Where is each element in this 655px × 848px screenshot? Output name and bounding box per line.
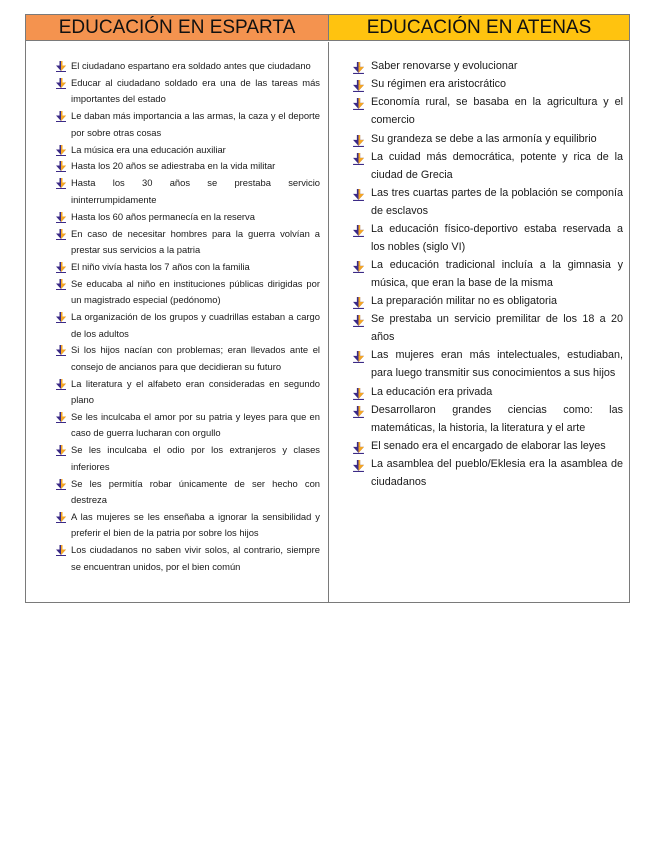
- list-item: [353, 293, 623, 311]
- down-arrow-icon: [353, 460, 364, 472]
- list-item-text: La asamblea del pueblo/Eklesia era la asamblea de ciudadanos: [371, 458, 623, 488]
- list-item-text: Los ciudadanos no saben vivir solos, al contrario, siempre se encuentran unidos, por el bien común: [71, 544, 320, 572]
- down-arrow-icon: [56, 262, 66, 273]
- list-item: [56, 309, 320, 342]
- list-item: [56, 259, 320, 275]
- list-item-text: A las mujeres se les enseñaba a ignorar la sensibilidad y preferir el bien de la patria por sobre los hijos: [71, 510, 320, 539]
- list-item: [56, 409, 320, 442]
- down-arrow-icon: [56, 212, 66, 223]
- down-arrow-icon: [56, 479, 66, 490]
- list-item: [56, 376, 320, 409]
- list-item: [56, 276, 320, 309]
- list-item-text: Su grandeza se debe a las armonía y equilibrio: [371, 132, 597, 145]
- list-item: [56, 142, 320, 158]
- list-item-text: Las tres cuartas partes de la población se componía de esclavos: [371, 186, 623, 217]
- list-item: [353, 311, 623, 347]
- down-arrow-icon: [56, 445, 66, 456]
- list-item-text: Economía rural, se basaba en la agricultura y el comercio: [371, 96, 623, 127]
- list-item-text: Su régimen era aristocrático: [371, 78, 507, 91]
- list-item-text: La música era una educación auxiliar: [71, 143, 226, 155]
- list-item-text: La preparación militar no es obligatoria: [371, 295, 558, 308]
- down-arrow-icon: [353, 189, 364, 201]
- list-item: [353, 347, 623, 383]
- list-item-text: El senado era el encargado de elaborar las leyes: [371, 439, 606, 452]
- list-item-text: Se prestaba un servicio premilitar de los 18 a 20 años: [371, 313, 623, 344]
- down-arrow-icon: [353, 388, 364, 400]
- down-arrow-icon: [353, 135, 364, 147]
- down-arrow-icon: [353, 98, 364, 110]
- list-item-text: La educación físico-deportivo estaba reservada a los nobles (siglo VI): [371, 222, 623, 253]
- list-item: [353, 149, 623, 185]
- down-arrow-icon: [353, 261, 364, 273]
- comparison-table: [25, 14, 630, 603]
- down-arrow-icon: [353, 406, 364, 418]
- list-item: [353, 221, 623, 257]
- down-arrow-icon: [353, 297, 364, 309]
- list-item: [353, 257, 623, 293]
- list-item: [353, 131, 623, 149]
- list-item: [56, 476, 320, 509]
- list-item-text: Las mujeres eran más intelectuales, estudiaban, para luego transmitir sus conocimientos a sus hijos: [371, 349, 623, 380]
- down-arrow-icon: [353, 442, 364, 454]
- list-item-text: El ciudadano espartano era soldado antes que ciudadano: [71, 60, 311, 71]
- down-arrow-icon: [56, 279, 66, 290]
- down-arrow-icon: [56, 78, 66, 89]
- down-arrow-icon: [353, 225, 364, 237]
- list-item: [353, 456, 623, 492]
- list-item: [353, 438, 623, 456]
- atenas-header: EDUCACIÓN EN ATENAS: [328, 15, 629, 41]
- esparta-header: EDUCACIÓN EN ESPARTA: [26, 15, 328, 41]
- list-item-text: Hasta los 60 años permanecía en la reserva: [71, 210, 255, 222]
- list-item-text: La literatura y el alfabeto eran consideradas en segundo plano: [71, 377, 320, 406]
- list-item: [56, 175, 320, 208]
- list-item: [56, 509, 320, 542]
- down-arrow-icon: [353, 351, 364, 363]
- list-item-text: Se les inculcaba el amor por su patria y leyes para que en caso de guerra lucharan con orgullo: [71, 411, 320, 439]
- list-item-text: Le daban más importancia a las armas, la caza y el deporte por sobre otras cosas: [71, 110, 320, 138]
- list-item-text: Desarrollaron grandes ciencias como: las matemáticas, la historia, la literatura y el arte: [371, 403, 623, 434]
- esparta-list: [56, 58, 320, 575]
- down-arrow-icon: [56, 229, 66, 240]
- list-item: [353, 185, 623, 221]
- list-item: [56, 209, 320, 225]
- list-item-text: La organización de los grupos y cuadrillas estaban a cargo de los adultos: [71, 311, 320, 339]
- list-item: [353, 94, 623, 130]
- esparta-column: [26, 42, 328, 602]
- list-item-text: Hasta los 20 años se adiestraba en la vida militar: [71, 160, 276, 172]
- list-item-text: Educar al ciudadano soldado era una de las tareas más importantes del estado: [71, 76, 320, 105]
- list-item-text: Se les permitía robar únicamente de ser hecho con destreza: [71, 477, 320, 506]
- list-item: [56, 442, 320, 475]
- list-item-text: Se les inculcaba el odio por los extranjeros y clases inferiores: [71, 444, 320, 472]
- list-item-text: Si los hijos nacían con problemas; eran llevados ante el consejo de ancianos para que decidieran su futuro: [71, 344, 320, 372]
- list-item: [353, 384, 623, 402]
- list-item-text: Hasta los 30 años se prestaba servicio ininterrumpidamente: [71, 177, 320, 205]
- list-item-text: La educación era privada: [371, 385, 493, 398]
- down-arrow-icon: [56, 161, 66, 172]
- list-item: [353, 76, 623, 94]
- atenas-column: [328, 42, 629, 602]
- list-item-text: La cuidad más democrática, potente y rica de la ciudad de Grecia: [371, 150, 623, 181]
- down-arrow-icon: [56, 61, 66, 72]
- list-item: [353, 58, 623, 76]
- list-item: [56, 226, 320, 259]
- down-arrow-icon: [353, 153, 364, 165]
- list-item-text: El niño vivía hasta los 7 años con la familia: [71, 260, 250, 272]
- down-arrow-icon: [353, 62, 364, 74]
- down-arrow-icon: [353, 80, 364, 92]
- down-arrow-icon: [56, 312, 66, 323]
- list-item: [353, 402, 623, 438]
- list-item-text: Se educaba al niño en instituciones públicas dirigidas por un magistrado especial (pedónomo): [71, 277, 320, 306]
- list-item: [56, 75, 320, 108]
- down-arrow-icon: [56, 345, 66, 356]
- down-arrow-icon: [56, 178, 66, 189]
- down-arrow-icon: [56, 379, 66, 390]
- down-arrow-icon: [56, 412, 66, 423]
- list-item-text: En caso de necesitar hombres para la guerra volvían a prestar sus servicios a la patria: [71, 227, 320, 255]
- down-arrow-icon: [56, 145, 66, 156]
- list-item: [56, 542, 320, 575]
- down-arrow-icon: [56, 512, 66, 523]
- down-arrow-icon: [56, 111, 66, 122]
- down-arrow-icon: [353, 315, 364, 327]
- list-item-text: La educación tradicional incluía a la gimnasia y música, que eran la base de la misma: [371, 259, 623, 289]
- list-item: [56, 108, 320, 141]
- list-item: [56, 58, 320, 74]
- atenas-list: [353, 58, 623, 492]
- list-item-text: Saber renovarse y evolucionar: [371, 60, 518, 72]
- list-item: [56, 158, 320, 174]
- list-item: [56, 342, 320, 375]
- down-arrow-icon: [56, 545, 66, 556]
